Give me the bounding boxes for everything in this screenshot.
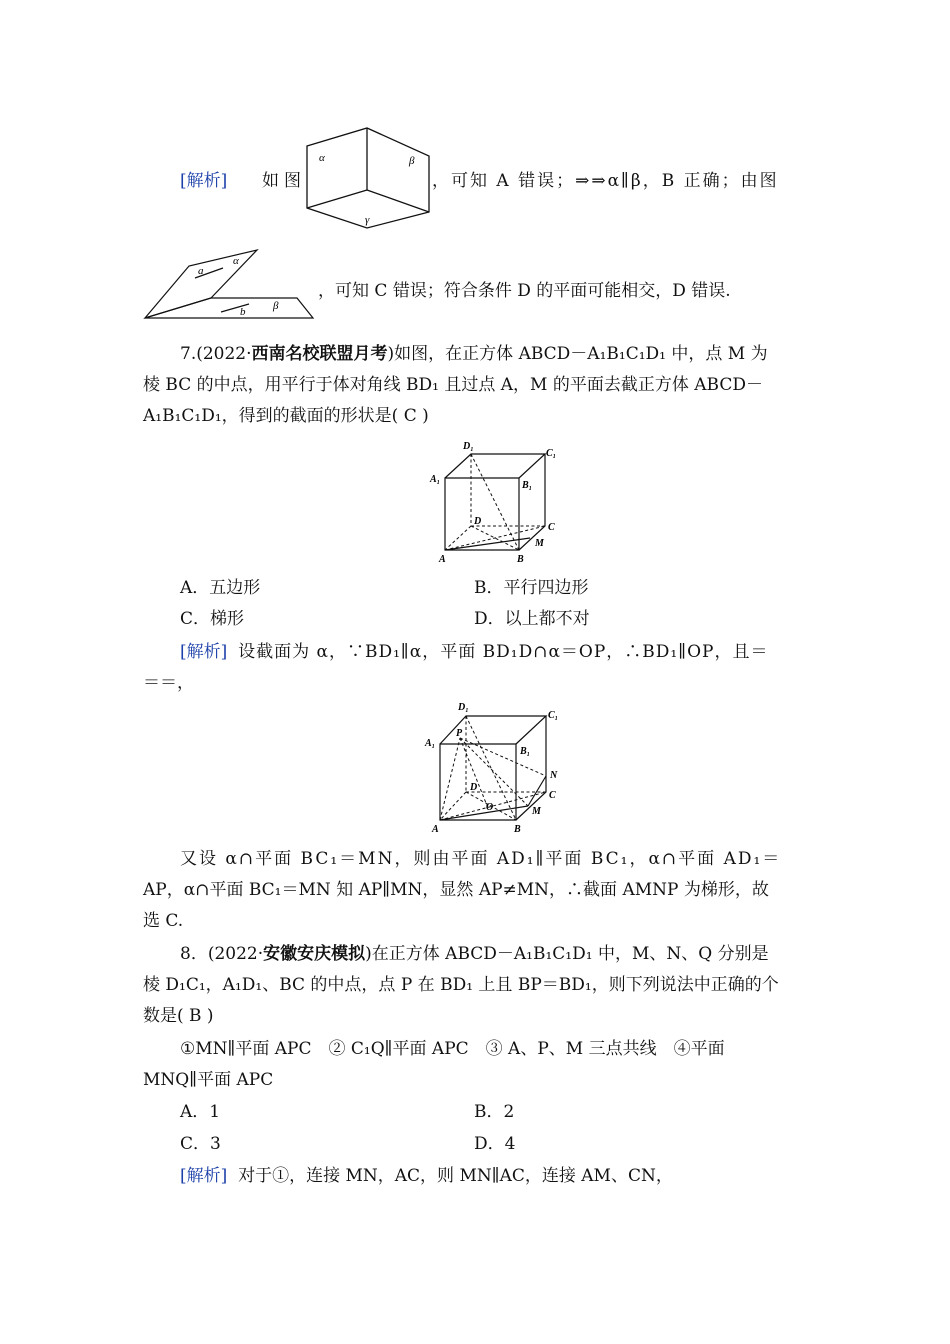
q7-head: 7.(2022· [180, 344, 252, 364]
cube2-O: O [486, 802, 494, 813]
q8-statements-1: ①MN∥平面 APC ② C₁Q∥平面 APC ③ A、P、M 三点共线 ④平面 [180, 1039, 725, 1059]
q8-line2: 棱 D₁C₁，A₁D₁、BC 的中点，点 P 在 BD₁ 上且 BP＝BD₁，则下列说法中正确的个 [143, 975, 779, 995]
cube1-D: D [474, 516, 482, 527]
q8-option-a: A．1 [180, 1102, 221, 1122]
cube1-B: B [517, 554, 524, 565]
q8-line1 [180, 943, 769, 965]
q8-source: 安徽安庆模拟 [263, 944, 366, 964]
label-alpha-2: α [233, 255, 239, 267]
label-beta-2: β [273, 300, 279, 312]
cube2-P: P [456, 728, 463, 739]
cube2-D1: D₁ [458, 702, 469, 713]
cube2-B: B [514, 824, 521, 835]
cube-figure-1 [425, 438, 565, 570]
q7-option-b: B．平行四边形 [474, 578, 589, 598]
q8-option-c: C．3 [180, 1134, 221, 1154]
cube2-A: A [432, 824, 439, 835]
q8-text-1: )在正方体 ABCD－A₁B₁C₁D₁ 中，M、N、Q 分别是 [365, 944, 769, 964]
q7-solution-line5: 选 C. [143, 911, 184, 931]
cube2-N: N [550, 770, 558, 781]
q7-option-d: D．以上都不对 [474, 609, 590, 629]
planes-figure [305, 126, 433, 230]
q7-option-c: C．梯形 [180, 609, 245, 629]
text-p0-1: 如图 [262, 171, 306, 191]
label-a: a [198, 265, 204, 277]
cube2-A1: A₁ [425, 738, 436, 749]
cube2-B1: B₁ [520, 746, 531, 757]
label-gamma: γ [365, 214, 370, 226]
q8-solution-text-1: 对于①，连接 MN，AC，则 MN∥AC，连接 AM、CN， [238, 1166, 673, 1186]
q8-solution-line1 [180, 1165, 673, 1187]
q7-solution-line2: ＝＝， [143, 673, 194, 693]
q7-line1 [180, 343, 768, 365]
q7-solution-text-1: 设截面为 α，∵BD₁∥α，平面 BD₁D∩α＝OP，∴BD₁∥OP，且＝ [238, 642, 769, 662]
cube2-M: M [532, 806, 541, 817]
q8-solution-tag: [解析] [180, 1166, 228, 1186]
q7-solution-tag: [解析] [180, 642, 228, 662]
q8-option-d: D．4 [474, 1134, 516, 1154]
q7-option-a: A．五边形 [180, 578, 261, 598]
cube1-A1: A₁ [430, 474, 441, 485]
label-alpha: α [319, 152, 325, 164]
q8-option-b: B．2 [474, 1102, 515, 1122]
cube2-C1: C₁ [548, 710, 559, 721]
q8-statements-2: MNQ∥平面 APC [143, 1070, 274, 1090]
text-p0-3: ，可知 C 错误；符合条件 D 的平面可能相交，D 错误. [318, 281, 731, 301]
label-b: b [240, 306, 246, 318]
label-beta: β [409, 155, 415, 167]
text-p0-2: ，可知 A 错误；⇒⇒α∥β，B 正确；由图 [432, 171, 779, 191]
q7-line3: A₁B₁C₁D₁，得到的截面的形状是( C ) [143, 406, 429, 426]
cube2-D: D [470, 782, 478, 793]
cube2-C: C [549, 790, 556, 801]
cube1-M: M [535, 538, 544, 549]
q7-text-1: )如图，在正方体 ABCD－A₁B₁C₁D₁ 中，点 M 为 [387, 344, 768, 364]
q8-head: 8．(2022· [180, 944, 264, 964]
cube1-C: C [548, 522, 555, 533]
q7-solution-line3: 又设 α∩平面 BC₁＝MN，则由平面 AD₁∥平面 BC₁，α∩平面 AD₁＝ [180, 849, 782, 869]
cube1-B1: B₁ [522, 480, 533, 491]
q7-solution-line4: AP，α∩平面 BC₁＝MN 知 AP∥MN，显然 AP≠MN，∴截面 AMNP 为梯形，故 [143, 880, 769, 900]
cube1-C1: C₁ [546, 448, 557, 459]
q7-line2: 棱 BC 的中点，用平行于体对角线 BD₁ 且过点 A，M 的平面去截正方体 ABCD－ [143, 375, 763, 395]
cube-figure-2 [420, 698, 570, 838]
q8-line3: 数是( B ) [143, 1006, 214, 1026]
q7-solution-line1 [180, 641, 768, 663]
cube1-A: A [439, 554, 446, 565]
q7-source: 西南名校联盟月考 [251, 344, 388, 364]
cube1-D1: D₁ [463, 441, 474, 452]
lines-figure [143, 246, 315, 322]
solution-tag: [解析] [180, 171, 228, 191]
